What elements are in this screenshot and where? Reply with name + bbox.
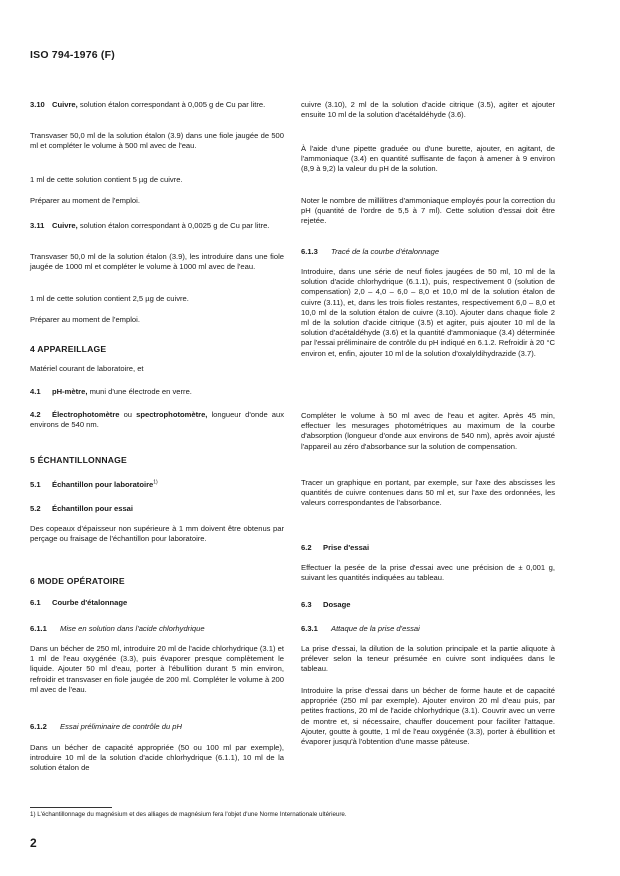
- clause-title: pH-mètre,: [52, 387, 88, 396]
- clause-title: Cuivre,: [52, 221, 78, 230]
- clause-title: Essai préliminaire de contrôle du pH: [60, 722, 182, 731]
- clause-title: Échantillon pour essai: [52, 504, 134, 513]
- clause-number: 3.11: [30, 221, 45, 230]
- clause-6-1: [30, 598, 284, 608]
- clause-number: 6.1.1: [30, 624, 47, 633]
- paragraph: 1 ml de cette solution contient 5 µg de cuivre.: [30, 175, 183, 184]
- paragraph: Dans un bécher de capacité appropriée (50 ou 100 ml par exemple), introduire 10 ml de la solution d'acide chlorhydrique (6.1.1), 10 ml de la solution étalon de: [30, 743, 284, 773]
- clause-number: 6.3.1: [301, 624, 318, 633]
- clause-title: Attaque de la prise d'essai: [331, 624, 420, 633]
- clause-title: Électrophotomètre: [52, 410, 120, 419]
- paragraph: Tracer un graphique en portant, par exemple, sur l'axe des abscisses les quantités de cuivre contenues dans 50 ml et, sur l'axe des ordonnées, les valeurs correspondantes de l'absorbance.: [301, 478, 555, 508]
- clause-4-1: [30, 387, 284, 397]
- paragraph: La prise d'essai, la dilution de la solution principale et la partie aliquote à prélever selon la teneur présumée en cuivre sont indiquées dans le tableau.: [301, 644, 555, 674]
- clause-number: 6.1: [30, 598, 41, 607]
- clause-number: 6.2: [301, 543, 312, 552]
- paragraph: Introduire, dans une série de neuf fioles jaugées de 50 ml, 10 ml de la solution d'acide chlorhydrique (6.1.1), puis, respectivement 0 (solution de compensation) 2,0 – 4,0 – 6,0 – 8,0 et 10,0 ml de la solution étalon de cuivre (3.11), et, dans les trois fioles restantes, respectivement 6,0 – 8,0 et 10,0 ml de la solution étalon de cuivre (3.10). Ajouter dans chaque fiole 2 ml de la solution d'acide citrique (3.5) et agiter, puis ajouter 10 ml de la solution d'acétaldéhyde (3.6) et la quantité d'ammoniaque (3.4) déterminée par l'essai préliminaire de contrôle du pH indiqué en 6.1.2. Refroidir à 20 °C environ et, enfin, ajouter 10 ml de la solution d'oxalyldihydrazide (3.7).: [301, 267, 555, 358]
- clause-number: 3.10: [30, 100, 45, 109]
- clause-text: solution étalon correspondant à 0,0025 g de Cu par litre.: [77, 221, 270, 230]
- paragraph: Matériel courant de laboratoire, et: [30, 364, 144, 373]
- clause-5-1: [30, 480, 284, 490]
- paragraph: À l'aide d'une pipette graduée ou d'une burette, ajouter, en agitant, de l'ammoniaque (3.4) en quantité suffisante de façon à amener à 9 environ (8,9 à 9,2) la valeur du pH de la solution.: [301, 144, 555, 174]
- section-heading-6: 6 MODE OPÉRATOIRE: [30, 576, 125, 586]
- paragraph: Effectuer la pesée de la prise d'essai avec une précision de ± 0,001 g, suivant les quantités indiquées au tableau.: [301, 563, 555, 583]
- clause-number: 6.3: [301, 600, 312, 609]
- clause-number: 6.1.2: [30, 722, 47, 731]
- clause-title: Cuivre,: [52, 100, 78, 109]
- paragraph: Noter le nombre de millilitres d'ammoniaque employés pour la correction du pH (quantité de l'ordre de 5,5 à 7 ml). Cette solution d'essai doit être rejetée.: [301, 196, 555, 226]
- paragraph: Compléter le volume à 50 ml avec de l'eau et agiter. Après 45 min, effectuer les mesurages photométriques au maximum de la courbe d'absorption (longueur d'onde aux environs de 540 nm), après avoir ajusté l'appareil au zéro d'absorbance sur la solution de compensation.: [301, 411, 555, 451]
- clause-6-1-3: [301, 247, 555, 257]
- clause-text: longueur d'onde aux environs de 540 nm.: [30, 410, 284, 430]
- paragraph: 1 ml de cette solution contient 2,5 µg de cuivre.: [30, 294, 189, 303]
- clause-title: Dosage: [323, 600, 351, 609]
- clause-4-2: [30, 410, 284, 430]
- clause-title: Échantillon pour laboratoire: [52, 480, 154, 489]
- clause-text: ou: [119, 410, 137, 419]
- document-header: ISO 794-1976 (F): [30, 49, 115, 61]
- clause-text: solution étalon correspondant à 0,005 g de Cu par litre.: [77, 100, 266, 109]
- section-heading-5: 5 ÉCHANTILLONNAGE: [30, 455, 127, 465]
- clause-number: 4.2: [30, 410, 41, 419]
- clause-3-10: [30, 100, 284, 110]
- paragraph: Des copeaux d'épaisseur non supérieure à 1 mm doivent être obtenus par perçage ou fraisage de l'échantillon pour laboratoire.: [30, 524, 284, 544]
- section-heading-4: 4 APPAREILLAGE: [30, 344, 107, 354]
- clause-3-11: [30, 221, 284, 231]
- footnote-marker: 1): [153, 479, 158, 486]
- paragraph: Préparer au moment de l'emploi.: [30, 315, 140, 324]
- clause-number: 5.1: [30, 480, 41, 489]
- clause-text: muni d'une électrode en verre.: [87, 387, 192, 396]
- clause-number: 6.1.3: [301, 247, 318, 256]
- clause-6-3: [301, 600, 555, 610]
- paragraph: cuivre (3.10), 2 ml de la solution d'acide citrique (3.5), agiter et ajouter ensuite 10 ml de la solution d'acétaldéhyde (3.6).: [301, 100, 555, 120]
- clause-title: Mise en solution dans l'acide chlorhydrique: [60, 624, 205, 633]
- paragraph: Transvaser 50,0 ml de la solution étalon (3.9), les introduire dans une fiole jaugée de 1000 ml et compléter le volume à 1000 ml avec de l'eau.: [30, 252, 284, 272]
- clause-6-3-1: [301, 624, 555, 634]
- clause-6-1-1: [30, 624, 284, 634]
- clause-6-2: [301, 543, 555, 553]
- footnote-rule: [30, 807, 112, 808]
- paragraph: Transvaser 50,0 ml de la solution étalon (3.9) dans une fiole jaugée de 500 ml et compléter le volume à 500 ml avec de l'eau.: [30, 131, 284, 151]
- clause-title: spectrophotomètre,: [136, 410, 208, 419]
- clause-6-1-2: [30, 722, 284, 732]
- paragraph: Introduire la prise d'essai dans un bécher de forme haute et de capacité appropriée (250 ml par exemple). Ajouter environ 20 ml d'eau puis, par petites fractions, 20 ml de l'acide chlorhydrique (3.1). Couvrir avec un verre de montre et, si nécessaire, chauffer doucement pour faciliter l'attaque. Ajouter, goutte à goutte, 1 ml de l'eau oxygénée (3.3), porter à ébullition et évaporer jusqu'à l'obtention d'une masse pâteuse.: [301, 686, 555, 747]
- clause-title: Tracé de la courbe d'étalonnage: [331, 247, 440, 256]
- page-number: 2: [30, 836, 37, 850]
- clause-title: Courbe d'étalonnage: [52, 598, 128, 607]
- paragraph: Préparer au moment de l'emploi.: [30, 196, 140, 205]
- clause-number: 4.1: [30, 387, 41, 396]
- paragraph: Dans un bécher de 250 ml, introduire 20 ml de l'acide chlorhydrique (3.1) et 1 ml de l'eau oxygénée (3.3), puis évaporer presque complètement le liquide. Ajouter 50 ml d'eau, porter à l'ébullition durant 5 min environ, refroidir et transvaser en fiole jaugée de 200 ml. Compléter le volume à 200 ml avec de l'eau.: [30, 644, 284, 694]
- footnote: 1) L'échantillonnage du magnésium et des alliages de magnésium fera l'objet d'une Norme Internationale ultérieure.: [30, 811, 347, 818]
- clause-number: 5.2: [30, 504, 41, 513]
- clause-title: Prise d'essai: [323, 543, 370, 552]
- clause-5-2: [30, 504, 284, 514]
